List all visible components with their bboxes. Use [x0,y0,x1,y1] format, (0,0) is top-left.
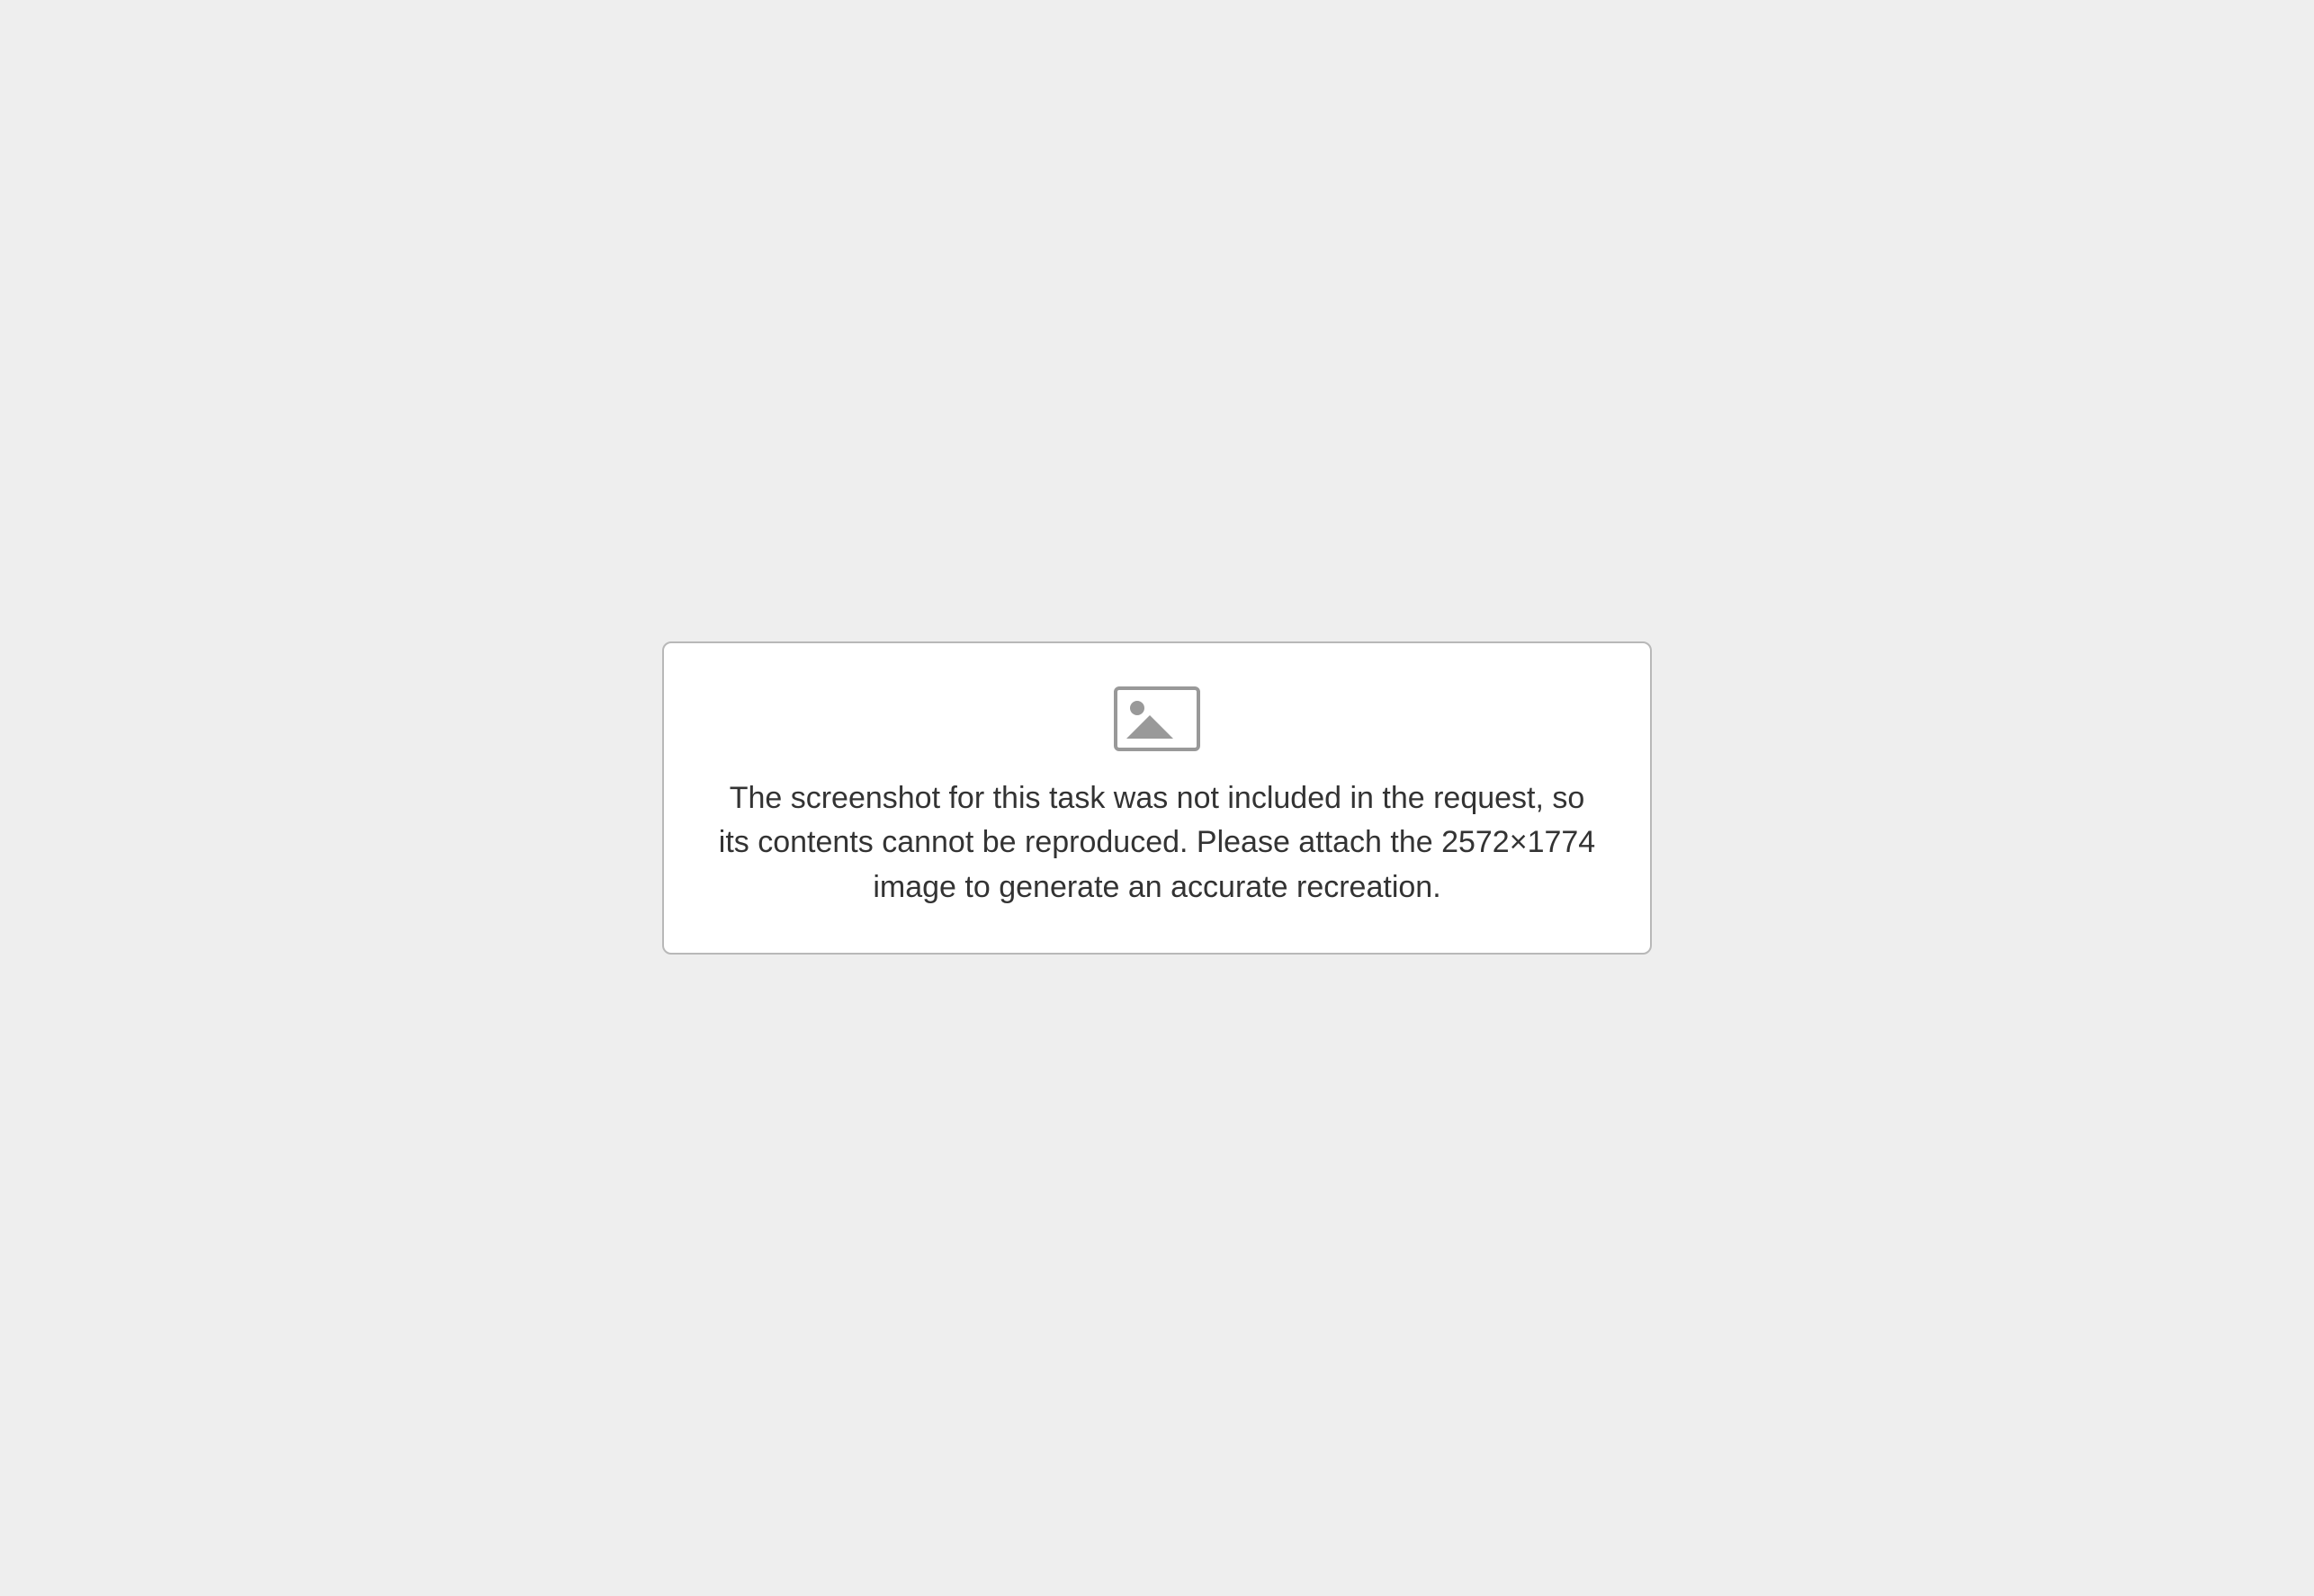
image-placeholder-icon [1114,686,1200,751]
missing-image-notice [662,641,1652,955]
notice-message: The screenshot for this task was not included in the request, so its contents cannot be reproduced. Please attach the 2572×1774 image to generate an accurate recreation. [718,781,1596,904]
